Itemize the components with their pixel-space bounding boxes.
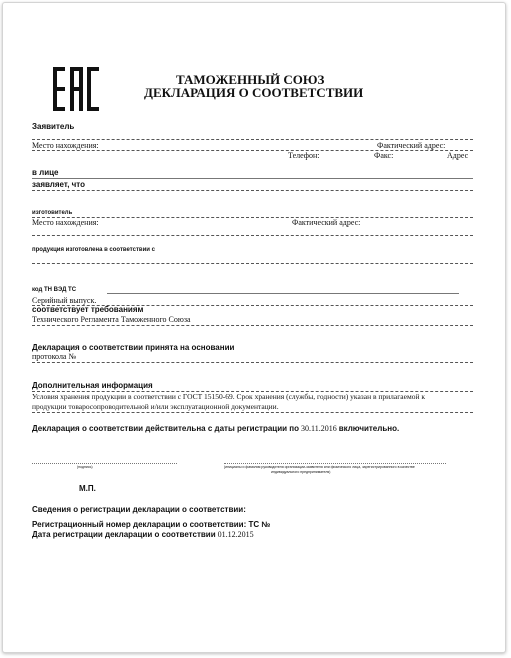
production-label: продукция изготовлена в соответствии с (32, 247, 155, 253)
declares-line (32, 190, 473, 191)
validity-prefix: Декларация о соответствии действительна с даты регистрации по (32, 424, 299, 433)
phone-label: Телефон: (288, 151, 320, 160)
declaration-page (2, 2, 506, 653)
applicant-location-label: Место нахождения: (32, 141, 99, 150)
serial-label: Серийный выпуск. (32, 296, 97, 305)
registration-number-label: Регистрационный номер декларации о соответствии: ТС № (32, 520, 271, 529)
regulation-line (32, 325, 473, 326)
stamp-label: М.П. (79, 484, 96, 493)
manufacturer-location-label: Место нахождения: (32, 218, 99, 227)
complies-label: соответствует требованиям (32, 305, 144, 314)
production-line (32, 263, 473, 264)
tn-ved-label: код ТН ВЭД ТС (32, 287, 77, 293)
declaration-title: ДЕКЛАРАЦИЯ О СООТВЕТСТВИИ (144, 85, 364, 100)
signature-caption: (подпись) (77, 465, 93, 469)
basis-heading: Декларация о соответствии принята на основании (32, 343, 235, 352)
declares-label: заявляет, что (32, 180, 85, 189)
regulation-text: Технического Регламента Таможенного Союза (32, 315, 191, 324)
validity-statement (32, 425, 399, 433)
protocol-text: протокола № (32, 352, 77, 361)
registration-date-label: Дата регистрации декларации о соответствии (32, 530, 216, 539)
registration-heading: Сведения о регистрации декларации о соответствии: (32, 505, 246, 514)
validity-suffix: включительно. (338, 424, 400, 433)
registration-date-value: 01.12.2015 (217, 530, 254, 539)
registration-date-row (32, 531, 254, 539)
additional-text-2: продукции товаросопроводительной и/или эксплуатационной документации. (32, 402, 279, 411)
manufacturer-location-line (32, 235, 473, 236)
validity-date: 30.11.2016 (300, 424, 337, 433)
name-line (224, 463, 446, 464)
additional-line-bottom (32, 412, 473, 413)
fax-label: Факс: (374, 151, 394, 160)
manufacturer-label: изготовитель (32, 210, 73, 216)
tn-ved-line (107, 293, 459, 294)
applicant-location-line (32, 150, 473, 151)
eac-logo-icon (53, 67, 99, 111)
applicant-label: Заявитель (32, 122, 75, 131)
applicant-line (32, 139, 473, 140)
union-title: ТАМОЖЕННЫЙ СОЮЗ (176, 72, 325, 87)
name-caption-2: индивидуального предпринимателя) (271, 470, 331, 474)
name-caption-1: (инициалы и фамилия руководителя организации-заявителя или физического лица, зарегистрированного в качестве (224, 465, 415, 469)
signature-line (32, 463, 177, 464)
in-person-line (32, 178, 473, 179)
manufacturer-actual-address-label: Фактический адрес: (292, 218, 361, 227)
in-person-label: в лице (32, 168, 59, 177)
protocol-line (32, 362, 473, 363)
applicant-actual-address-label: Фактический адрес: (377, 141, 446, 150)
address-label: Адрес (447, 151, 469, 160)
additional-text-1: Условия хранения продукции в соответствии с ГОСТ 15150-69. Срок хранения (службы, годности) указан в прилагаемой к (32, 392, 425, 401)
additional-heading: Дополнительная информация (32, 381, 153, 390)
